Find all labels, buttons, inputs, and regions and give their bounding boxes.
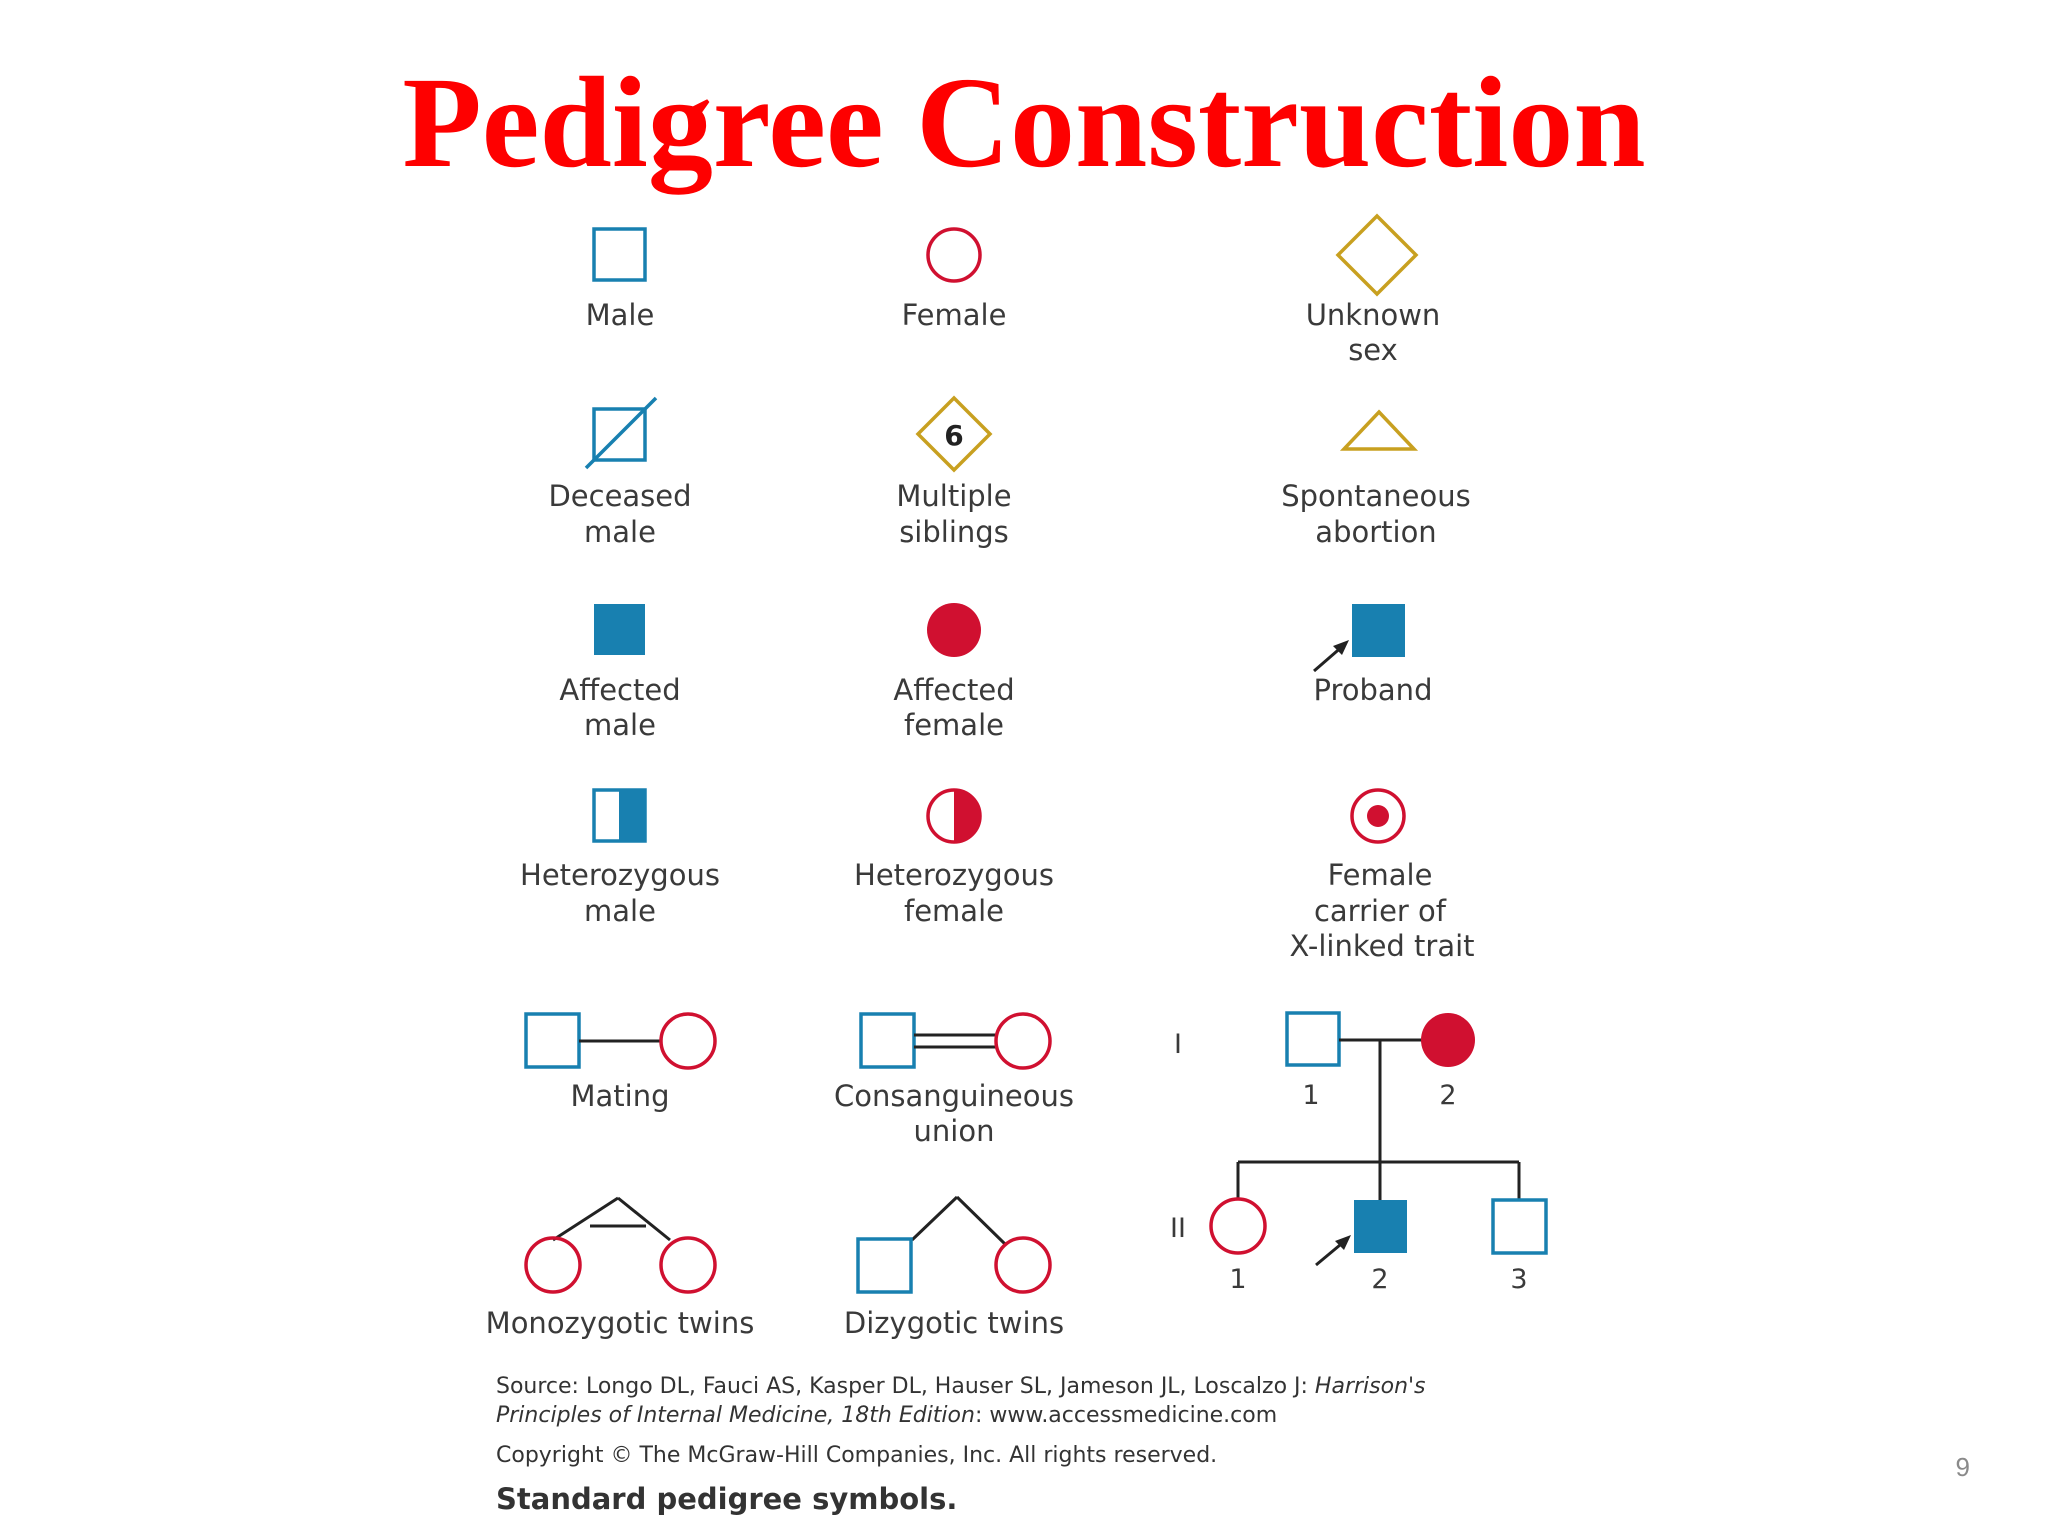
multiple-siblings-label-1: Multiple <box>896 479 1012 513</box>
spontaneous-abortion-symbol <box>1344 412 1414 449</box>
unknown-sex-symbol <box>1338 216 1416 294</box>
spontaneous-abortion-label-1: Spontaneous <box>1281 479 1471 513</box>
heterozygous-female-label-2: female <box>904 894 1004 928</box>
dz-twins-label: Dizygotic twins <box>843 1306 1065 1340</box>
male-symbol <box>594 229 645 280</box>
pedigree-II-3-number: 3 <box>1510 1264 1528 1295</box>
pedigree-II-1-female <box>1211 1199 1265 1253</box>
mz-twin-female-2 <box>661 1238 715 1292</box>
source-line-2-suffix: : www.accessmedicine.com <box>974 1403 1278 1428</box>
pedigree-I-1-number: 1 <box>1302 1080 1320 1111</box>
source-line-1 <box>496 1374 1426 1399</box>
unknown-sex-label-1: Unknown <box>1305 298 1441 332</box>
mating-male-symbol <box>526 1014 579 1067</box>
consanguineous-male-symbol <box>861 1014 914 1067</box>
dz-twin-branch-right <box>957 1197 1005 1244</box>
affected-male-label-2: male <box>584 708 656 742</box>
dz-twin-male <box>858 1239 911 1292</box>
affected-female-label-1: Affected <box>893 673 1015 707</box>
heterozygous-male-label-1: Heterozygous <box>520 858 720 892</box>
dz-twin-female <box>996 1238 1050 1292</box>
source-line-1-prefix: Source: Longo DL, Fauci AS, Kasper DL, Hauser SL, Jameson JL, Loscalzo J: <box>496 1374 1315 1399</box>
female-carrier-label-1: Female <box>1327 858 1433 892</box>
pedigree-II-1-number: 1 <box>1229 1264 1247 1295</box>
female-carrier-label-2: carrier of <box>1313 894 1447 928</box>
generation-II-label: II <box>1170 1213 1186 1244</box>
consanguineous-label-1: Consanguineous <box>834 1079 1074 1113</box>
consanguineous-female-symbol <box>996 1014 1050 1068</box>
source-line-2 <box>496 1403 1277 1428</box>
generation-I-label: I <box>1174 1029 1182 1060</box>
female-carrier-label-3: X-linked trait <box>1289 929 1475 963</box>
dz-twin-branch-left <box>912 1197 957 1240</box>
affected-male-symbol <box>594 604 645 655</box>
male-label: Male <box>585 298 655 332</box>
pedigree-I-2-affected-female <box>1421 1013 1475 1067</box>
pedigree-I-2-number: 2 <box>1439 1080 1457 1111</box>
proband-symbol <box>1352 604 1405 657</box>
heterozygous-female-fill <box>954 790 980 842</box>
affected-female-label-2: female <box>904 708 1004 742</box>
pedigree-I-1-male <box>1287 1013 1339 1065</box>
mz-twin-branch-left <box>553 1198 618 1240</box>
affected-female-symbol <box>927 603 981 657</box>
multiple-siblings-count: 6 <box>944 419 964 452</box>
source-line-1-italic: Harrison's <box>1314 1374 1426 1399</box>
heterozygous-female-label-1: Heterozygous <box>854 858 1054 892</box>
affected-male-label-1: Affected <box>559 673 681 707</box>
figure-caption: Standard pedigree symbols. <box>496 1482 958 1516</box>
deceased-male-label-1: Deceased <box>548 479 692 513</box>
copyright-line: Copyright © The McGraw-Hill Companies, Inc. All rights reserved. <box>496 1443 1218 1468</box>
heterozygous-male-label-2: male <box>584 894 656 928</box>
female-label: Female <box>901 298 1007 332</box>
female-symbol <box>928 229 980 281</box>
pedigree-II-2-proband-male <box>1354 1200 1407 1253</box>
mz-twin-branch-right <box>618 1198 670 1240</box>
mating-label: Mating <box>570 1079 670 1113</box>
pedigree-II-2-number: 2 <box>1371 1264 1389 1295</box>
female-carrier-dot <box>1367 805 1389 827</box>
page-number: 9 <box>1955 1452 1970 1482</box>
source-line-2-italic: Principles of Internal Medicine, 18th Edition <box>496 1403 975 1428</box>
deceased-male-label-2: male <box>584 515 656 549</box>
consanguineous-label-2: union <box>913 1114 995 1148</box>
mating-female-symbol <box>661 1014 715 1068</box>
multiple-siblings-label-2: siblings <box>899 515 1009 549</box>
proband-label: Proband <box>1313 673 1433 707</box>
pedigree-II-3-male <box>1493 1200 1546 1253</box>
slide-title: Pedigree Construction <box>402 51 1646 195</box>
mz-twins-label: Monozygotic twins <box>485 1306 755 1340</box>
unknown-sex-label-2: sex <box>1348 333 1398 367</box>
spontaneous-abortion-label-2: abortion <box>1315 515 1437 549</box>
mz-twin-female-1 <box>526 1238 580 1292</box>
heterozygous-male-fill <box>619 790 645 841</box>
